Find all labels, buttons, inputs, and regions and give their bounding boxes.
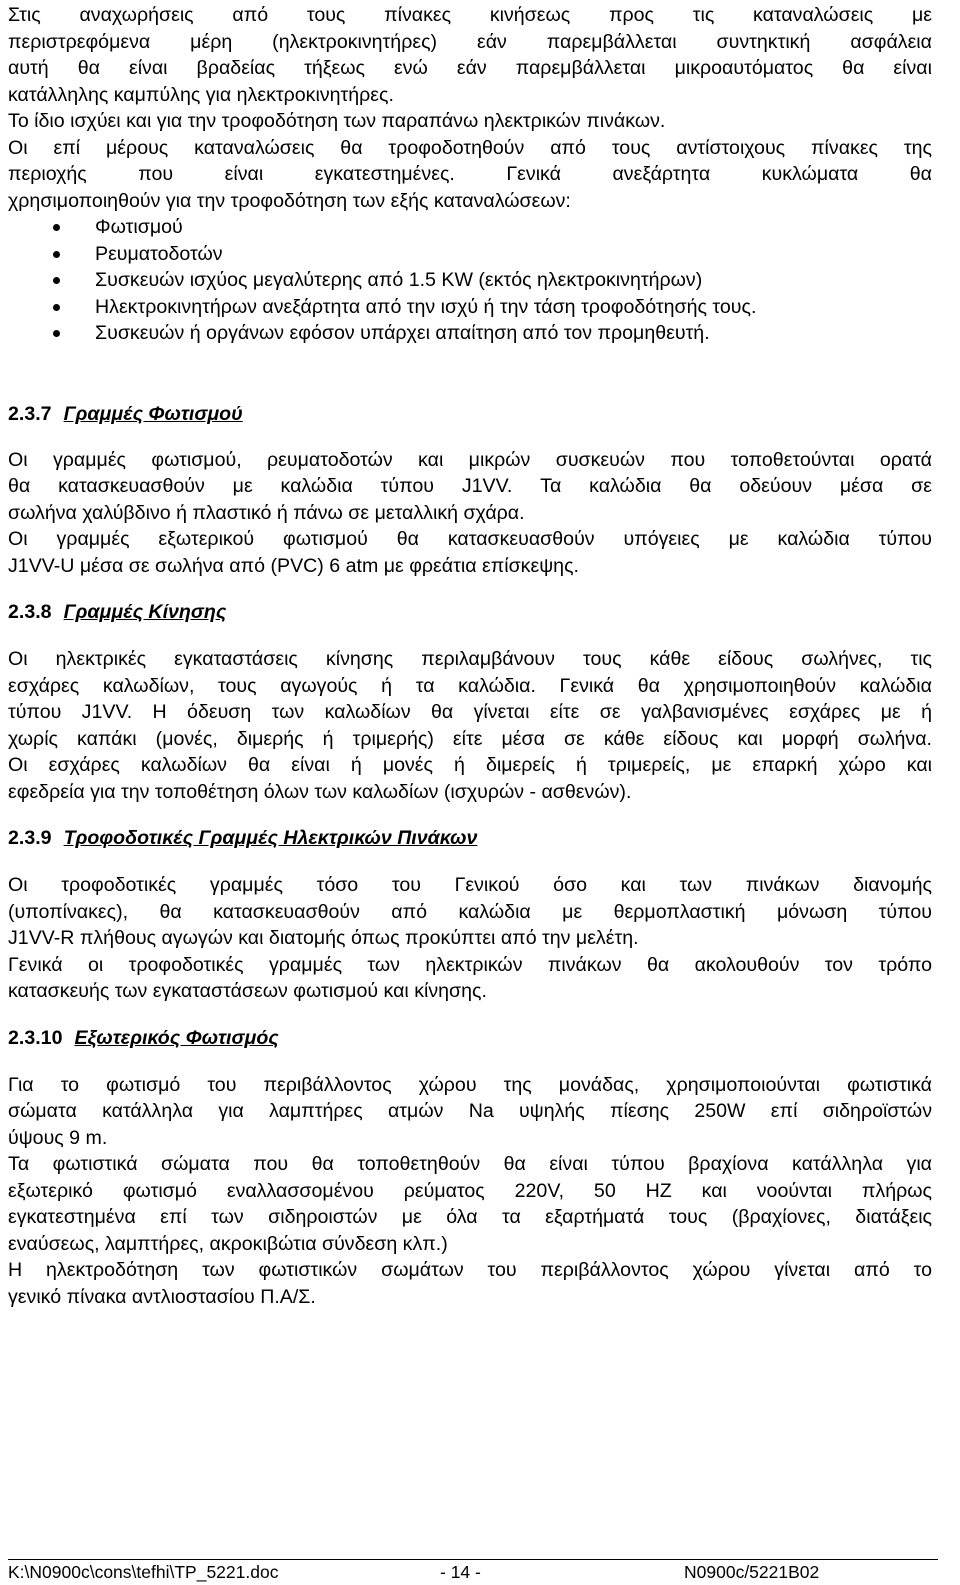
- text-line: Γενικά οι τροφοδοτικές γραμμές των ηλεκτρικών πινάκων θα ακολουθούν τον τρόπο: [8, 953, 932, 976]
- list-item-text: Ρευματοδοτών: [95, 242, 223, 265]
- text-line: κατασκευής των εγκαταστάσεων φωτισμού και κίνησης.: [8, 980, 487, 1002]
- text-line: Η ηλεκτροδότηση των φωτιστικών σωμάτων του περιβάλλοντος χώρου γίνεται από το: [8, 1259, 932, 1281]
- text-line: Για το φωτισμό του περιβάλλοντος χώρου της μονάδας, χρησιμοποιούνται φωτιστικά: [8, 1073, 932, 1096]
- section-body-2-3-8: [8, 646, 932, 805]
- list-item-text: Συσκευών ισχύος μεγαλύτερης από 1.5 KW (εκτός ηλεκτροκινητήρων): [95, 269, 703, 291]
- text-line: εξωτερικό φωτισμό εναλλασσομένου ρεύματος 220V, 50 HZ και νοούνται πλήρως: [8, 1179, 932, 1202]
- section-title: Εξωτερικός Φωτισμός: [74, 1026, 279, 1049]
- bullet-icon: [53, 251, 60, 258]
- list-item: [53, 214, 932, 241]
- section-title: Τροφοδοτικές Γραμμές Ηλεκτρικών Πινάκων: [63, 827, 478, 849]
- text-line: χρησιμοποιηθούν για την τροφοδότηση των εξής καταναλώσεων:: [8, 189, 571, 212]
- text-line: κατάλληλης καμπύλης για ηλεκτροκινητήρες.: [8, 83, 394, 106]
- text-line: σωλήνα χαλύβδινο ή πλαστικό ή πάνω σε μεταλλική σχάρα.: [8, 501, 525, 524]
- text-line: αυτή θα είναι βραδείας τήξεως ενώ εάν παρεμβάλλεται μικροαυτόματος θα είναι: [8, 57, 932, 79]
- page-footer: [8, 1559, 938, 1584]
- text-line: εφεδρεία για την τοποθέτηση όλων των καλωδίων (ισχυρών - ασθενών).: [8, 780, 632, 803]
- intro-paragraph-1: [8, 2, 932, 135]
- section-number: 2.3.10: [8, 1026, 63, 1049]
- text-line: ύψους 9 m.: [8, 1126, 108, 1149]
- section-body-2-3-9: [8, 872, 932, 1005]
- bullet-icon: [53, 304, 60, 311]
- text-line: Οι γραμμές εξωτερικού φωτισμού θα κατασκευασθούν υπόγειες με καλώδια τύπου: [8, 528, 932, 550]
- text-line: Στις αναχωρήσεις από τους πίνακες κινήσεως προς τις καταναλώσεις με: [8, 4, 932, 26]
- text-line: σώματα κατάλληλα για λαμπτήρες ατμών Na υψηλής πίεσης 250W επί σιδηροϊστών: [8, 1100, 932, 1122]
- consumption-list: [8, 214, 932, 347]
- bullet-icon: [53, 277, 60, 284]
- text-line: θα κατασκευασθούν με καλώδια τύπου J1VV. Τα καλώδια θα οδεύουν μέσα σε: [8, 475, 932, 497]
- section-heading-2-3-9: [8, 825, 932, 851]
- text-line: εναύσεως, λαμπτήρες, ακροκιβώτια σύνδεση κλπ.): [8, 1232, 448, 1255]
- list-item-text: Φωτισμού: [95, 216, 183, 238]
- section-title: Γραμμές Κίνησης: [63, 601, 227, 623]
- text-line: J1VV-U μέσα σε σωλήνα από (PVC) 6 atm με φρεάτια επίσκεψης.: [8, 554, 579, 577]
- section-heading-2-3-7: [8, 401, 932, 427]
- text-line: J1VV-R πλήθους αγωγών και διατομής όπως προκύπτει από την μελέτη.: [8, 927, 639, 949]
- section-heading-2-3-8: [8, 599, 932, 625]
- section-number: 2.3.7: [8, 402, 52, 425]
- list-item-text: Συσκευών ή οργάνων εφόσον υπάρχει απαίτηση από τον προμηθευτή.: [95, 322, 710, 344]
- text-line: περιστρεφόμενα μέρη (ηλεκτροκινητήρες) εάν παρεμβάλλεται συντηκτική ασφάλεια: [8, 30, 932, 53]
- text-line: εγκατεστημένα επί των σιδηροιστών με όλα τα εξαρτήματά τους (βραχίονες, διατάξεις: [8, 1206, 932, 1228]
- text-line: περιοχής που είναι εγκατεστημένες. Γενικά ανεξάρτητα κυκλώματα θα: [8, 163, 932, 185]
- text-line: Οι τροφοδοτικές γραμμές τόσο του Γενικού όσο και των πινάκων διανομής: [8, 874, 932, 896]
- text-line: χωρίς καπάκι (μονές, διμερής ή τριμερής) είτε μέσα σε κάθε είδους και μορφή σωλήνα.: [8, 727, 932, 750]
- bullet-icon: [53, 224, 60, 231]
- list-item: [53, 320, 932, 347]
- text-line: Οι επί μέρους καταναλώσεις θα τροφοδοτηθούν από τους αντίστοιχους πίνακες της: [8, 136, 932, 159]
- list-item-text: Ηλεκτροκινητήρων ανεξάρτητα από την ισχύ ή την τάση τροφοδότησής τους.: [95, 295, 757, 318]
- list-item: [53, 241, 932, 268]
- list-item: [53, 294, 932, 321]
- section-body-2-3-7: [8, 447, 932, 580]
- text-line: Τα φωτιστικά σώματα που θα τοποθετηθούν θα είναι τύπου βραχίονα κατάλληλα για: [8, 1153, 932, 1175]
- footer-page-number: - 14 -: [440, 1562, 481, 1582]
- text-line: Οι εσχάρες καλωδίων θα είναι ή μονές ή διμερείς ή τριμερείς, με επαρκή χώρο και: [8, 754, 932, 776]
- page-content: [8, 2, 932, 1310]
- footer-file-path: K:\N0900c\cons\tefhi\TP_5221.doc: [8, 1562, 279, 1582]
- text-line: εσχάρες καλωδίων, τους αγωγούς ή τα καλώδια. Γενικά θα χρησιμοποιηθούν καλώδια: [8, 674, 932, 697]
- text-line: Το ίδιο ισχύει και για την τροφοδότηση των παραπάνω ηλεκτρικών πινάκων.: [8, 110, 666, 132]
- text-line: Οι γραμμές φωτισμού, ρευματοδοτών και μικρών συσκευών που τοποθετούνται ορατά: [8, 448, 932, 471]
- footer-document-code: N0900c/5221B02: [684, 1562, 820, 1582]
- list-item: [53, 267, 932, 294]
- text-line: γενικό πίνακα αντλιοστασίου Π.Α/Σ.: [8, 1285, 316, 1308]
- text-line: Οι ηλεκτρικές εγκαταστάσεις κίνησης περιλαμβάνουν τους κάθε είδους σωλήνες, τις: [8, 648, 932, 670]
- section-title: Γραμμές Φωτισμού: [63, 402, 243, 425]
- section-body-2-3-10: [8, 1072, 932, 1311]
- bullet-icon: [53, 330, 60, 337]
- text-line: (υποπίνακες), θα κατασκευασθούν από καλώδια με θερμοπλαστική μόνωση τύπου: [8, 900, 932, 923]
- intro-paragraph-2: [8, 135, 932, 215]
- section-number: 2.3.8: [8, 601, 52, 623]
- section-heading-2-3-10: [8, 1025, 932, 1051]
- section-number: 2.3.9: [8, 827, 52, 849]
- text-line: τύπου J1VV. Η όδευση των καλωδίων θα γίνεται είτε σε γαλβανισμένες εσχάρες με ή: [8, 701, 932, 723]
